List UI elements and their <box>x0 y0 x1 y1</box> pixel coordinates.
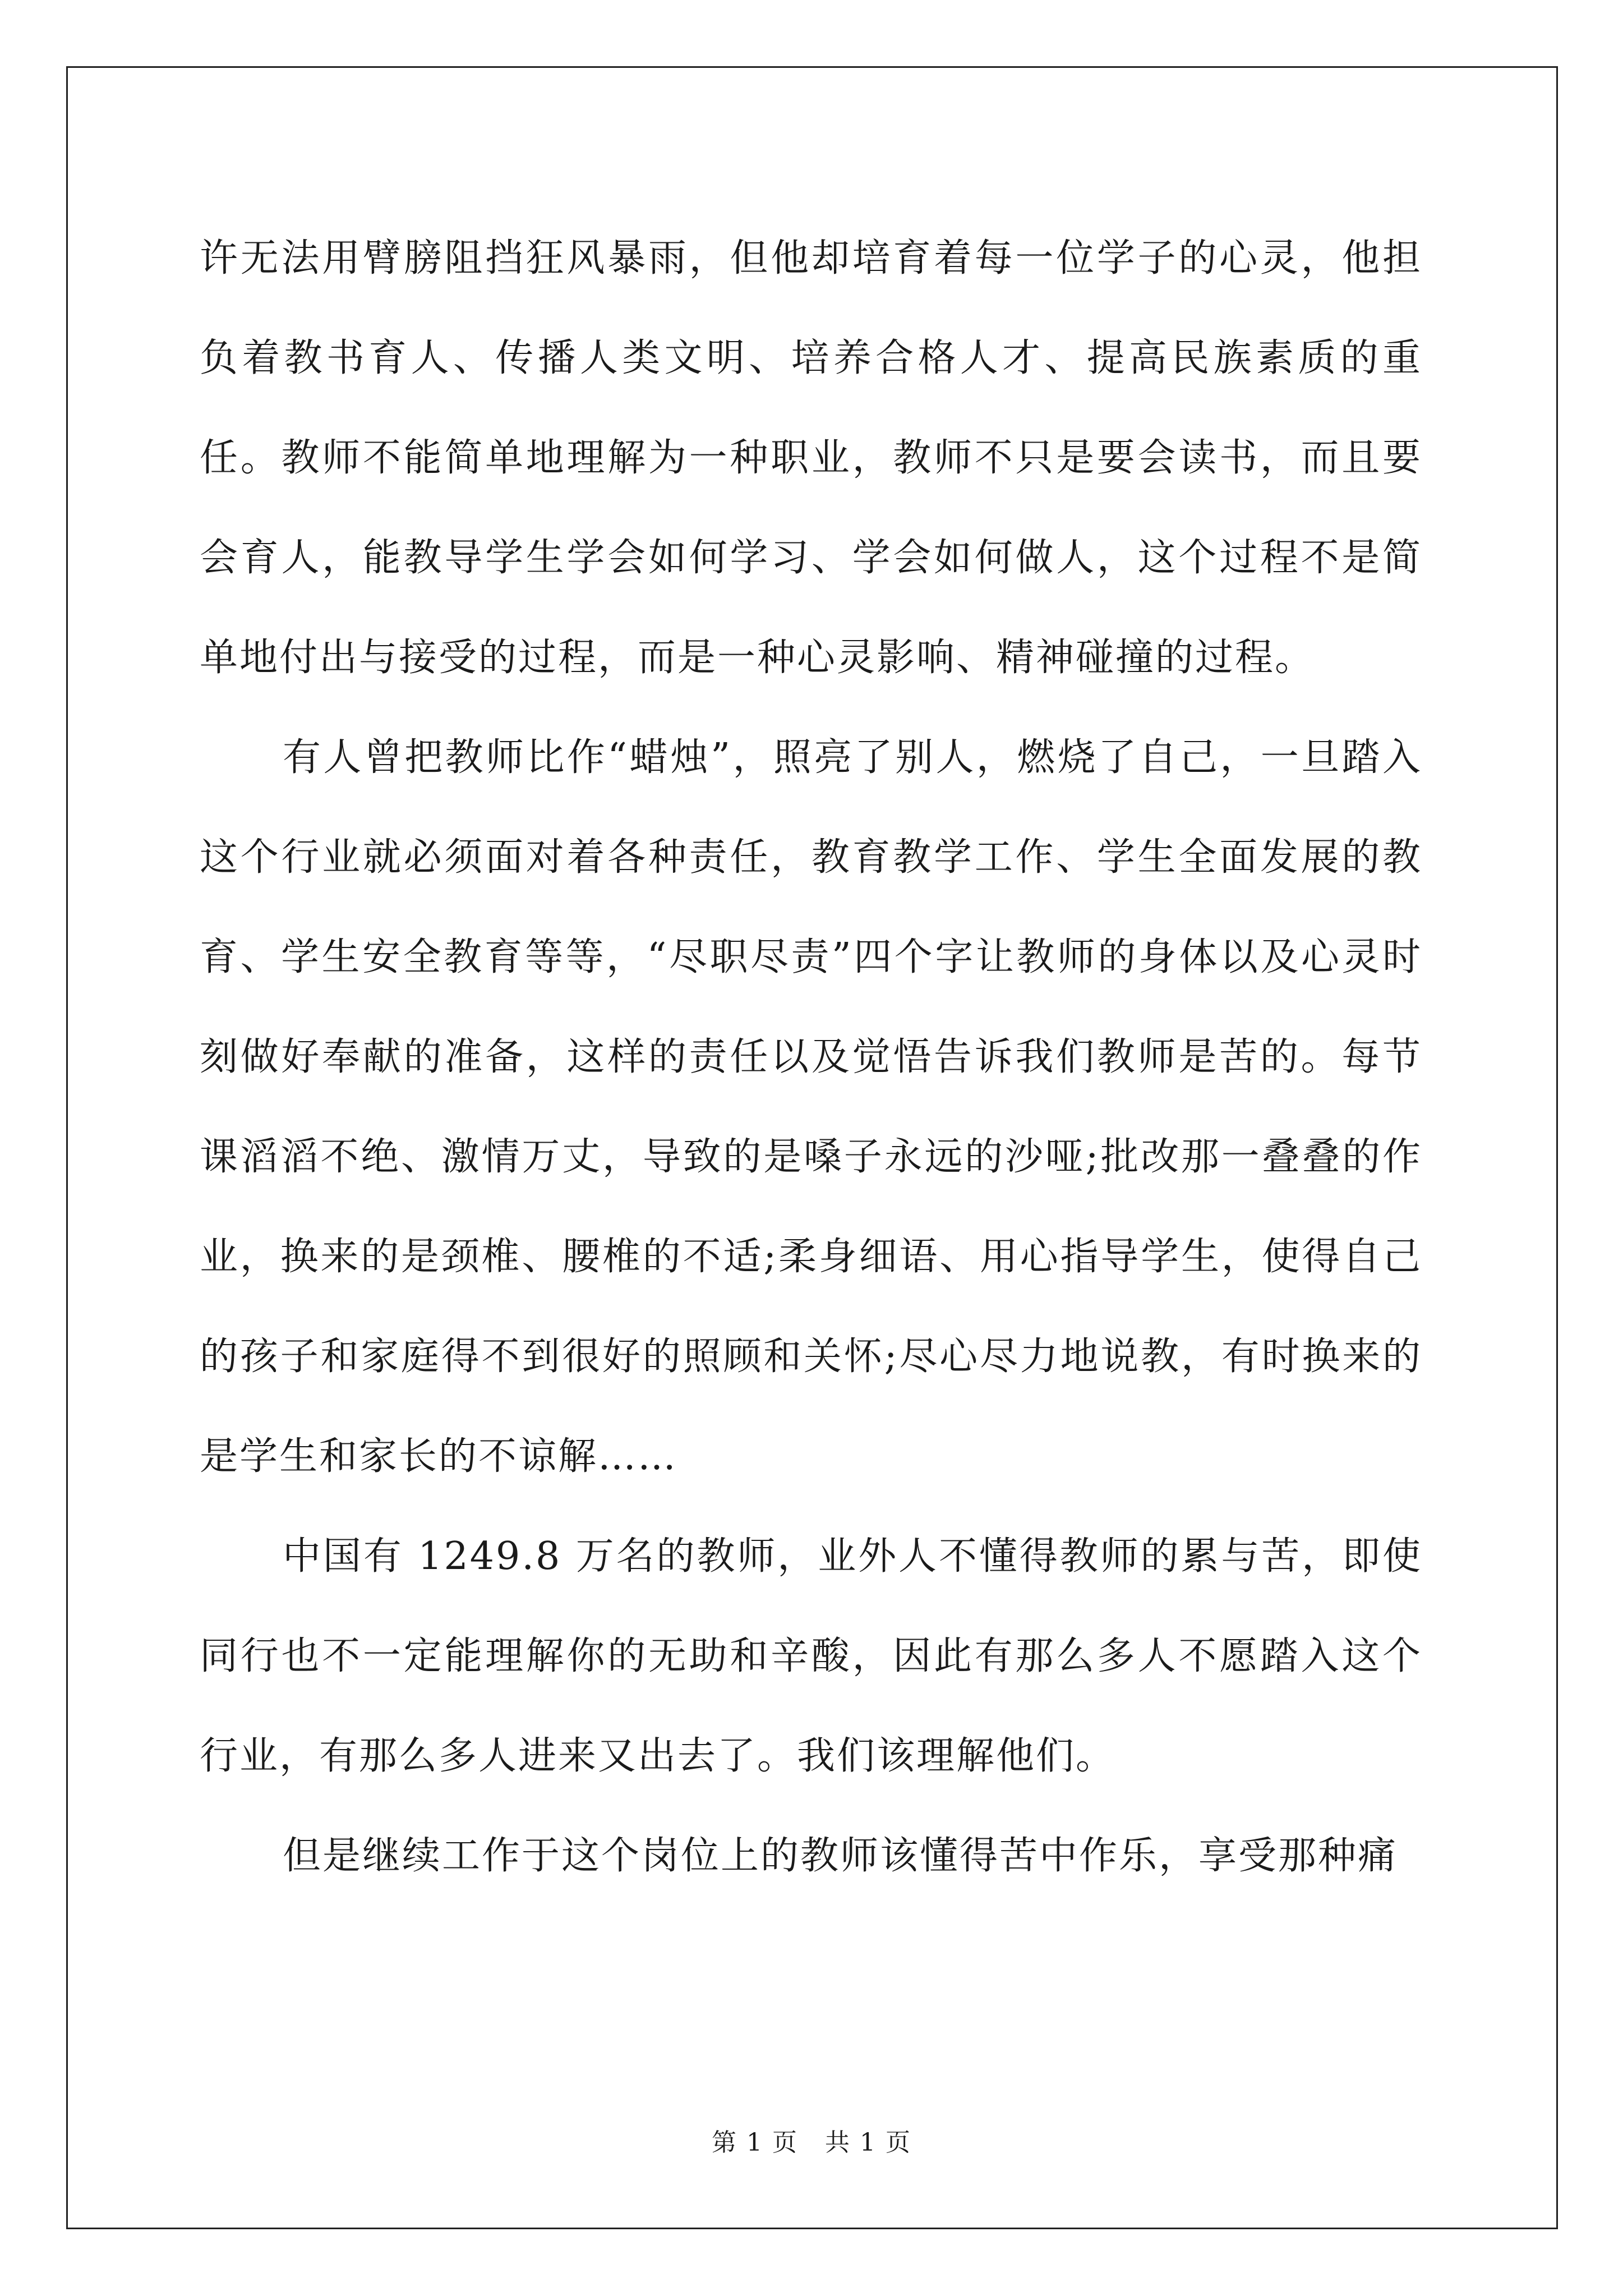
paragraph: 有人曾把教师比作“蜡烛”，照亮了别人，燃烧了自己，一旦踏入这个行业就必须面对着各种责任，教育教学工作、学生全面发展的教育、学生安全教育等等，“尽职尽责”四个字让教师的身体以及心灵时刻做好奉献的准备，这样的责任以及觉悟告诉我们教师是苦的。每节课滔滔不绝、激情万丈，导致的是嗓子永远的沙哑;批改那一叠叠的作业，换来的是颈椎、腰椎的不适;柔身细语、用心指导学生，使得自己的孩子和家庭得不到很好的照顾和关怀;尽心尽力地说教，有时换来的是学生和家长的不谅解…… <box>200 735 1422 1479</box>
document-body <box>200 209 1422 1906</box>
paragraph: 但是继续工作于这个岗位上的教师该懂得苦中作乐，享受那种痛 <box>283 1834 1398 1878</box>
page-footer <box>0 2126 1623 2160</box>
page-number: 第 1 页 <box>712 2128 798 2157</box>
paragraph: 许无法用臂膀阻挡狂风暴雨，但他却培育着每一位学子的心灵，他担负着教书育人、传播人类文明、培养合格人才、提高民族素质的重任。教师不能简单地理解为一种职业，教师不只是要会读书，而且要会育人，能教导学生学会如何学习、学会如何做人，这个过程不是简单地付出与接受的过程，而是一种心灵影响、精神碰撞的过程。 <box>200 236 1422 680</box>
paragraph: 中国有 1249.8 万名的教师，业外人不懂得教师的累与苦，即使同行也不一定能理解你的无助和辛酸，因此有那么多人不愿踏入这个行业，有那么多人进来又出去了。我们该理解他们。 <box>200 1534 1422 1778</box>
page-total: 共 1 页 <box>825 2128 911 2157</box>
